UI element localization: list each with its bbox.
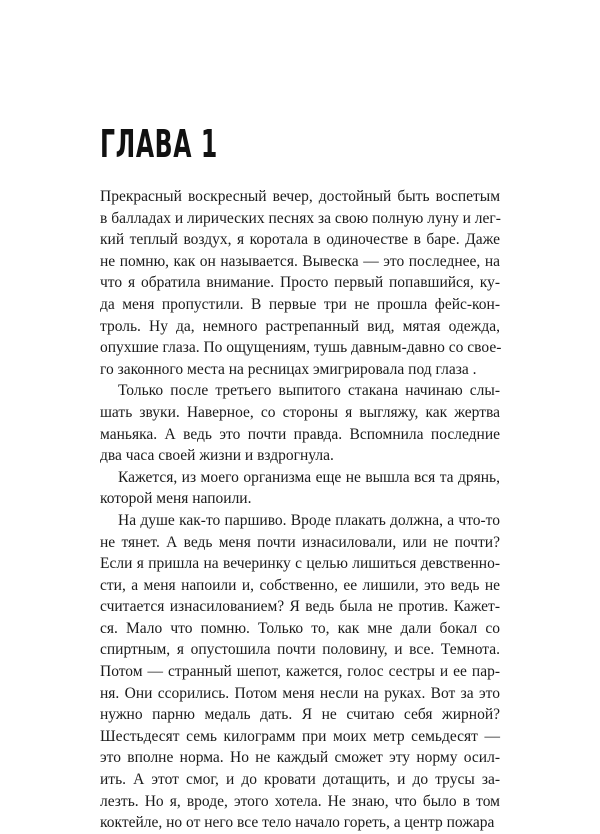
paragraph [100,510,500,834]
text-line: да меня пропустили. В первые три не прошла фейс-кон- [100,295,500,313]
text-line: го законного места на ресницах эмигрировала под глаза . [100,360,477,378]
paragraph [100,380,500,466]
paragraph [100,467,500,510]
text-line: коктейле, но от него все тело начало гореть, а центр пожара [100,814,495,832]
text-line: Прекрасный воскресный вечер, достойный быть воспетым [100,188,500,205]
text-line: спиртным, я опустошила почти половину, и все. Темнота. [100,641,500,659]
text-line: троль. Ну да, немного растрепанный вид, мятая одежда, [100,317,500,335]
text-line: Кажется, из моего организма еще не вышла вся та дрянь, [118,468,500,486]
text-line: что я обратила внимание. Просто первый попавшийся, ку- [100,274,500,292]
body-text [100,186,500,834]
paragraph [100,186,500,380]
text-line: нужно парню медаль дать. Я не считаю себя жирной? [100,706,500,724]
text-line: ить. А этот смог, и до кровати дотащить, и до трусы за- [100,771,500,789]
text-line: Шестьдесят семь килограмм при моих метр семьдесят — [100,727,500,745]
text-line: не помню, как он называется. Вывеска — это последнее, на [100,252,500,270]
text-line: маньяка. А ведь это почти правда. Вспомнила последние [100,425,500,443]
text-line: считается изнасилованием? Я ведь была не против. Кажет- [100,598,500,616]
text-line: два часа своей жизни и вздрогнула. [100,447,334,465]
chapter-title: ГЛАВА 1 [100,122,218,166]
text-line: Только после третьего выпитого стакана начинаю слы- [118,382,500,400]
text-line: опухшие глаза. По ощущениям, тушь давным-давно со свое- [100,339,502,357]
text-line: не тянет. А ведь меня почти изнасиловали, или не почти? [100,533,500,551]
text-line: которой меня напоили. [100,490,252,508]
text-line: лезть. Но я, вроде, этого хотела. Не знаю, что было в том [100,792,500,810]
text-line: Потом — странный шепот, кажется, голос сестры и ее пар- [100,663,500,681]
text-line: ня. Они ссорились. Потом меня несли на руках. Вот за это [100,684,500,702]
text-line: Если я пришла на вечеринку с целью лишиться девственно- [100,555,500,573]
text-line: в балладах и лирических песнях за свою полную луну и лег- [100,209,501,227]
text-line: шать звуки. Наверное, со стороны я выгляжу, как жертва [100,403,500,421]
text-line: сти, а меня напоили и, собственно, ее лишили, это ведь не [100,576,500,594]
text-line: кий теплый воздух, я коротала в одиночестве в баре. Даже [100,231,500,249]
text-line: На душе как-то паршиво. Вроде плакать должна, а что-то [118,511,500,529]
text-line: ся. Мало что помню. Только то, как мне дали бокал со [100,619,500,637]
text-line: это вполне норма. Но не каждый сможет эту норму осил- [100,749,500,767]
